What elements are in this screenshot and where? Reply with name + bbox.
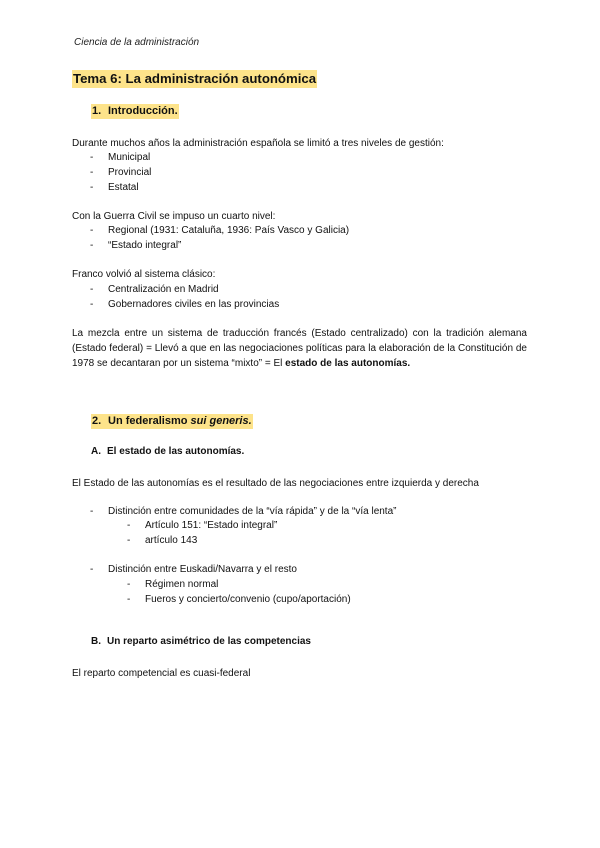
list-item: - “Estado integral”	[90, 238, 349, 253]
subsection-b-title: Un reparto asimétrico de las competencias	[107, 636, 311, 647]
list-item: - artículo 143	[127, 533, 277, 548]
subsection-b-heading	[91, 636, 311, 647]
section-2-title: Un federalismo	[108, 415, 191, 427]
paragraph-levels: Durante muchos años la administración española se limitó a tres niveles de gestión:	[72, 138, 444, 149]
subsection-a-title: El estado de las autonomías.	[107, 446, 245, 457]
paragraph-negotiations: El Estado de las autonomías es el resultado de las negociaciones entre izquierda y derecha	[72, 478, 479, 489]
list-item: - Estatal	[90, 180, 151, 195]
running-header: Ciencia de la administración	[74, 37, 200, 48]
distinction-sublist-2	[127, 577, 351, 607]
list-item: - Artículo 151: “Estado integral”	[127, 518, 277, 533]
section-1-heading-highlight	[91, 104, 179, 119]
list-item: - Fueros y concierto/convenio (cupo/aportación)	[127, 592, 351, 607]
section-1-title: Introducción.	[108, 105, 178, 117]
distinction-sublist-1	[127, 518, 277, 548]
list-item: - Regional (1931: Cataluña, 1936: País Vasco y Galicia)	[90, 223, 349, 238]
list-item: - Municipal	[90, 150, 151, 165]
list-item: - Provincial	[90, 165, 151, 180]
section-1-heading	[91, 105, 179, 117]
subsection-a-heading	[91, 446, 244, 457]
list-item: - Régimen normal	[127, 577, 351, 592]
distinction-list-2	[90, 562, 297, 577]
levels-list	[90, 150, 151, 195]
section-1-number: 1.	[92, 105, 102, 117]
subsection-a-letter: A.	[91, 446, 101, 457]
subsection-b-letter: B.	[91, 636, 101, 647]
franco-list	[90, 282, 279, 312]
list-item: - Distinción entre Euskadi/Navarra y el resto	[90, 562, 297, 577]
list-item: - Gobernadores civiles en las provincias	[90, 297, 279, 312]
paragraph-mixed-system-text: La mezcla entre un sistema de traducción francés (Estado centralizado) con la tradición alemana (Estado federal) = Llevó a que en las negociaciones políticas para la elaboración de la Constitución de 1978 se decantaran por un sistema “mixto” = El	[72, 328, 527, 369]
chapter-title	[72, 71, 317, 86]
section-2-title-italic: sui generis.	[190, 415, 252, 427]
paragraph-civil-war: Con la Guerra Civil se impuso un cuarto nivel:	[72, 211, 276, 222]
list-item: - Distinción entre comunidades de la “vía rápida” y de la “vía lenta”	[90, 504, 396, 519]
paragraph-mixed-system	[72, 326, 527, 371]
section-2-number: 2.	[92, 415, 102, 427]
list-item: - Centralización en Madrid	[90, 282, 279, 297]
civil-war-list	[90, 223, 349, 253]
paragraph-franco: Franco volvió al sistema clásico:	[72, 269, 216, 280]
section-2-heading	[91, 415, 253, 427]
chapter-title-text: Tema 6: La administración autonómica	[73, 71, 317, 86]
section-2-heading-highlight	[91, 414, 253, 429]
paragraph-mixed-system-bold: estado de las autonomías.	[285, 358, 411, 369]
paragraph-quasi-federal: El reparto competencial es cuasi-federal	[72, 668, 251, 679]
distinction-list-1	[90, 504, 396, 519]
